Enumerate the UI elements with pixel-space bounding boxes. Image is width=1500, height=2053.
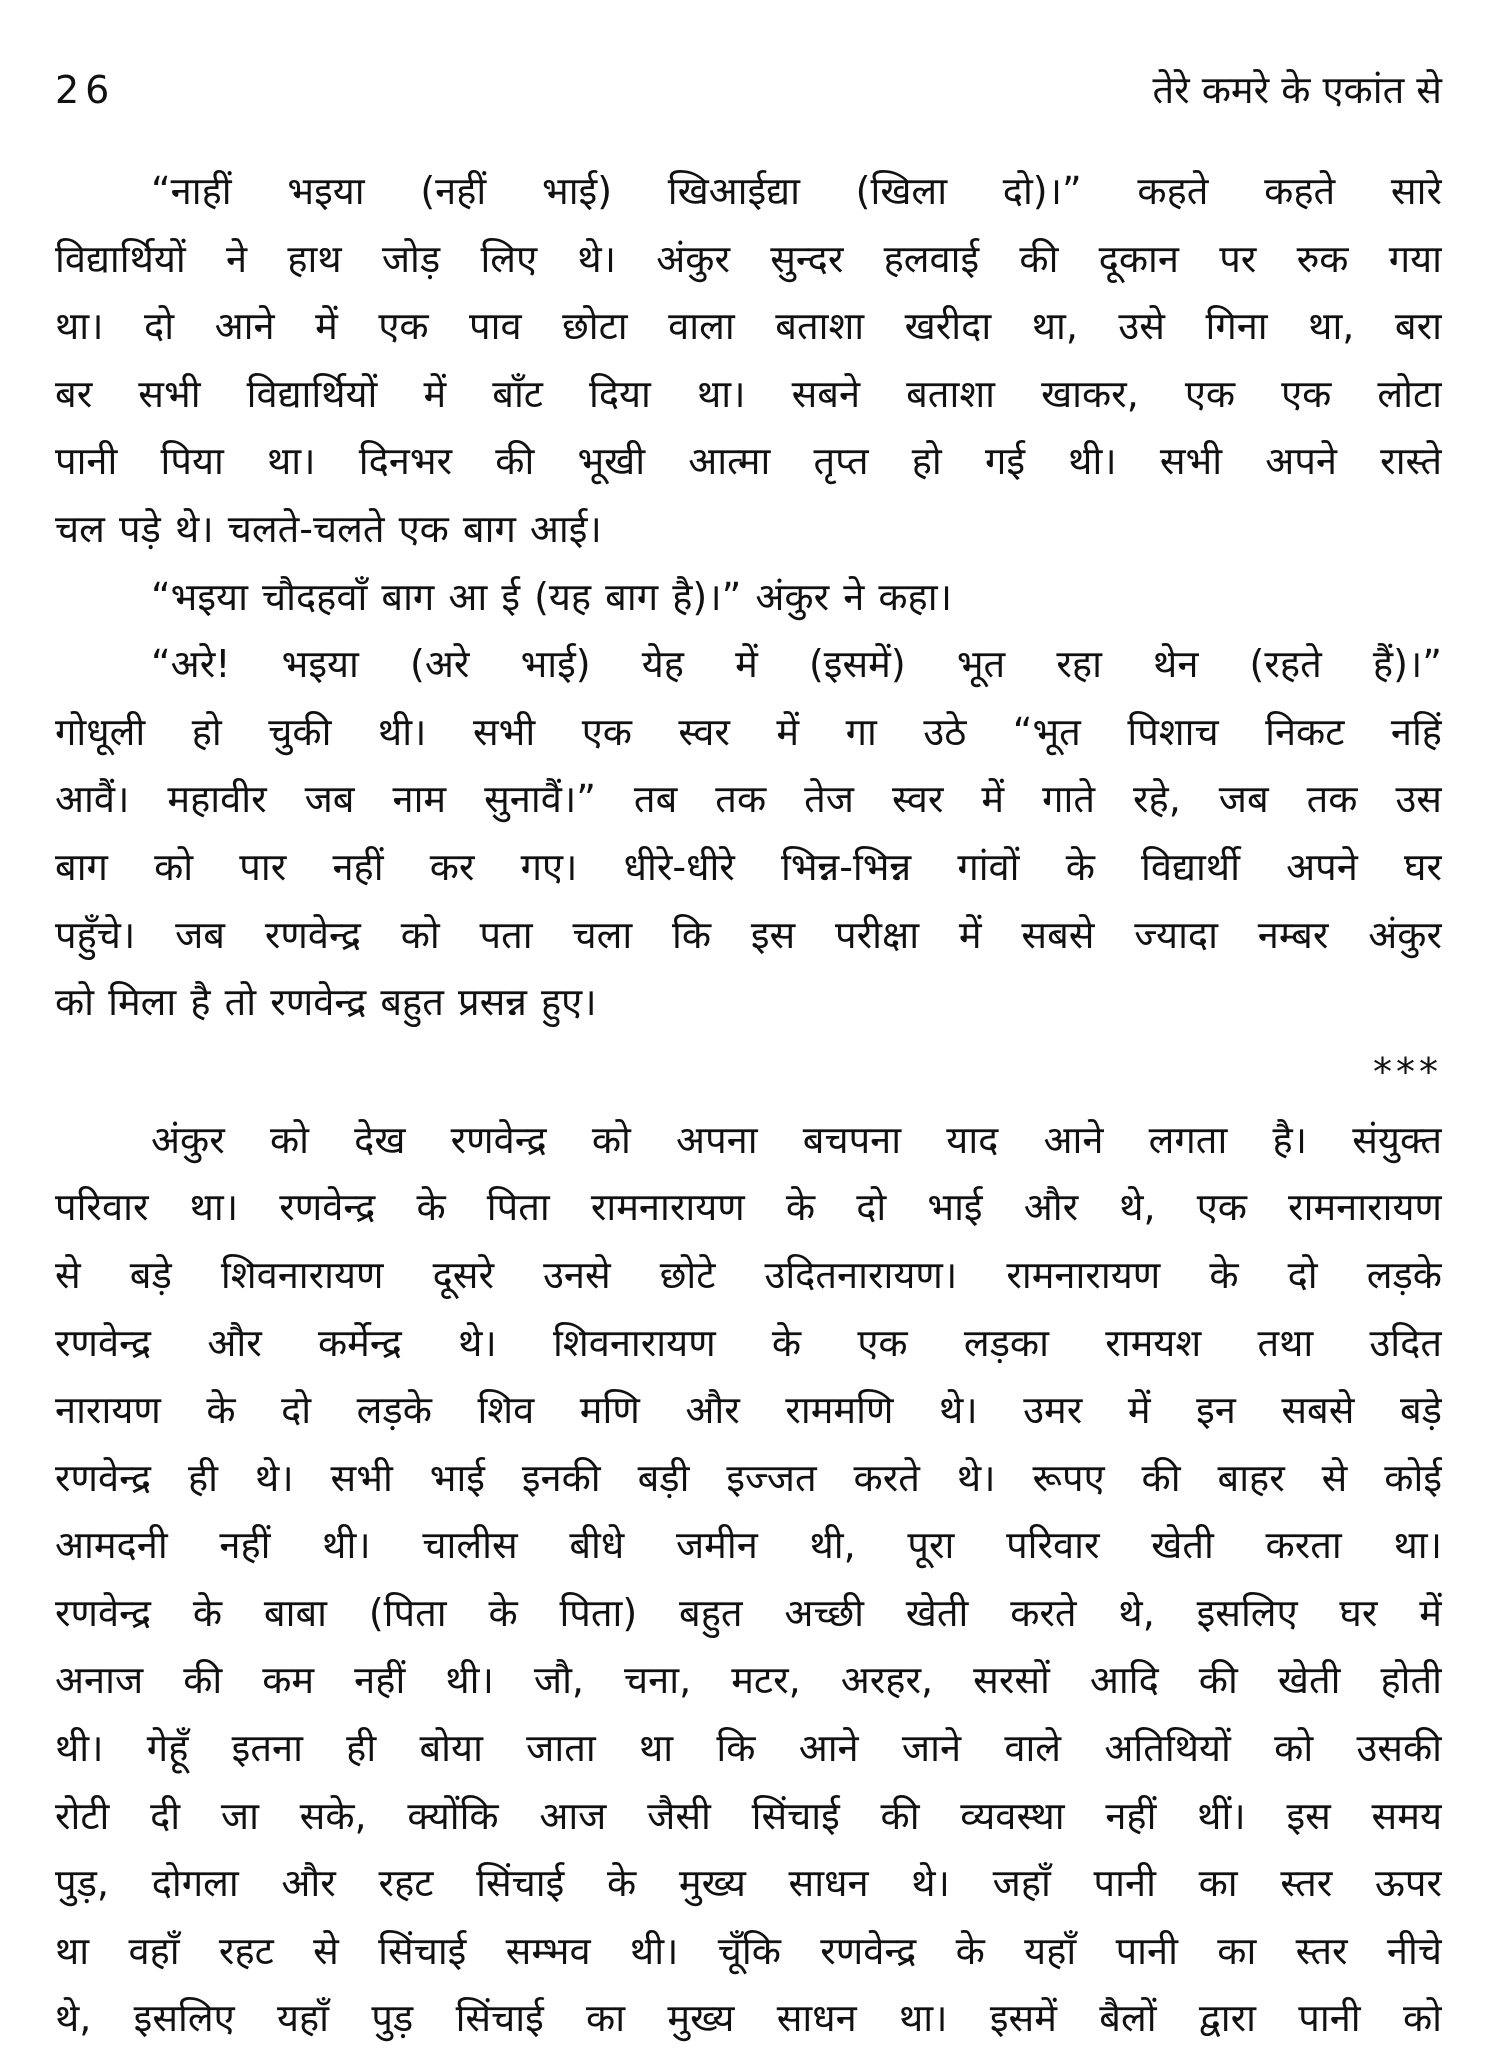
paragraph-line: आमदनी नहीं थी। चालीस बीधे जमीन थी, पूरा परिवार खेती करता था।: [55, 1523, 1442, 1568]
paragraph-line: “भइया चौदहवाँ बाग आ ई (यह बाग है)।” अंकुर ने कहा।: [151, 574, 952, 619]
paragraph-line: बाग को पार नहीं कर गए। धीरे-धीरे भिन्न-भिन्न गांवों के विद्यार्थी अपने घर: [55, 844, 1442, 889]
paragraph-line: नारायण के दो लड़के शिव मणि और राममणि थे। उमर में इन सबसे बड़े: [55, 1388, 1442, 1433]
paragraph-line: थे, इसलिए यहाँ पुड़ सिंचाई का मुख्य साधन था। इसमें बैलों द्वारा पानी को: [55, 1996, 1442, 2041]
paragraph-line: “नाहीं भइया (नहीं भाई) खिआईद्या (खिला दो)।” कहते कहते सारे: [151, 169, 1442, 213]
body-text: [55, 158, 1442, 2053]
paragraph-line: पहुँचे। जब रणवेन्द्र को पता चला कि इस परीक्षा में सबसे ज्यादा नम्बर अंकुर: [55, 912, 1442, 957]
paragraph-line: रणवेन्द्र ही थे। सभी भाई इनकी बड़ी इज्जत करते थे। रूपए की बाहर से कोई: [55, 1455, 1442, 1500]
paragraph-line: पानी पिया था। दिनभर की भूखी आत्मा तृप्त हो गई थी। सभी अपने रास्ते: [55, 439, 1442, 484]
paragraph-line: पुड़, दोगला और रहट सिंचाई के मुख्य साधन थे। जहाँ पानी का स्तर ऊपर: [55, 1861, 1442, 1906]
page-header: [55, 60, 1442, 120]
paragraph-line: विद्यार्थियों ने हाथ जोड़ लिए थे। अंकुर सुन्दर हलवाई की दूकान पर रुक गया: [55, 236, 1442, 281]
paragraph-line: रोटी दी जा सके, क्योंकि आज जैसी सिंचाई की व्यवस्था नहीं थीं। इस समय: [55, 1793, 1442, 1838]
paragraph-line: “अरे! भइया (अरे भाई) येह में (इसमें) भूत रहा थेन (रहते हैं)।”: [151, 642, 1442, 687]
paragraph-line: को मिला है तो रणवेन्द्र बहुत प्रसन्न हुए।: [55, 980, 597, 1025]
paragraph-line: चल पड़े थे। चलते-चलते एक बाग आई।: [55, 506, 602, 551]
paragraph-line: अंकुर को देख रणवेन्द्र को अपना बचपना याद आने लगता है। संयुक्त: [151, 1117, 1442, 1162]
paragraph-line: आवैं। महावीर जब नाम सुनावैं।” तब तक तेज स्वर में गाते रहे, जब तक उस: [55, 777, 1442, 822]
paragraph-line: रणवेन्द्र और कर्मेन्द्र थे। शिवनारायण के एक लड़का रामयश तथा उदित: [55, 1320, 1442, 1365]
paragraph-line: अनाज की कम नहीं थी। जौ, चना, मटर, अरहर, सरसों आदि की खेती होती: [55, 1658, 1442, 1703]
section-separator: ***: [1373, 1049, 1442, 1094]
paragraph-line: था। दो आने में एक पाव छोटा वाला बताशा खरीदा था, उसे गिना था, बरा: [55, 304, 1442, 349]
paragraph-line: गोधूली हो चुकी थी। सभी एक स्वर में गा उठे “भूत पिशाच निकट नहिं: [55, 709, 1442, 754]
page-number: 26: [55, 68, 116, 112]
paragraph-line: से बड़े शिवनारायण दूसरे उनसे छोटे उदितनारायण। रामनारायण के दो लड़के: [55, 1252, 1442, 1297]
paragraph-line: थी। गेहूँ इतना ही बोया जाता था कि आने जाने वाले अतिथियों को उसकी: [55, 1726, 1442, 1771]
running-title: तेरे कमरे के एकांत से: [1152, 68, 1442, 112]
paragraph-line: परिवार था। रणवेन्द्र के पिता रामनारायण के दो भाई और थे, एक रामनारायण: [55, 1185, 1442, 1230]
paragraph-line: रणवेन्द्र के बाबा (पिता के पिता) बहुत अच्छी खेती करते थे, इसलिए घर में: [55, 1590, 1442, 1635]
paragraph-line: था वहाँ रहट से सिंचाई सम्भव थी। चूँकि रणवेन्द्र के यहाँ पानी का स्तर नीचे: [55, 1928, 1442, 1973]
paragraph-line: बर सभी विद्यार्थियों में बाँट दिया था। सबने बताशा खाकर, एक एक लोटा: [55, 371, 1442, 416]
